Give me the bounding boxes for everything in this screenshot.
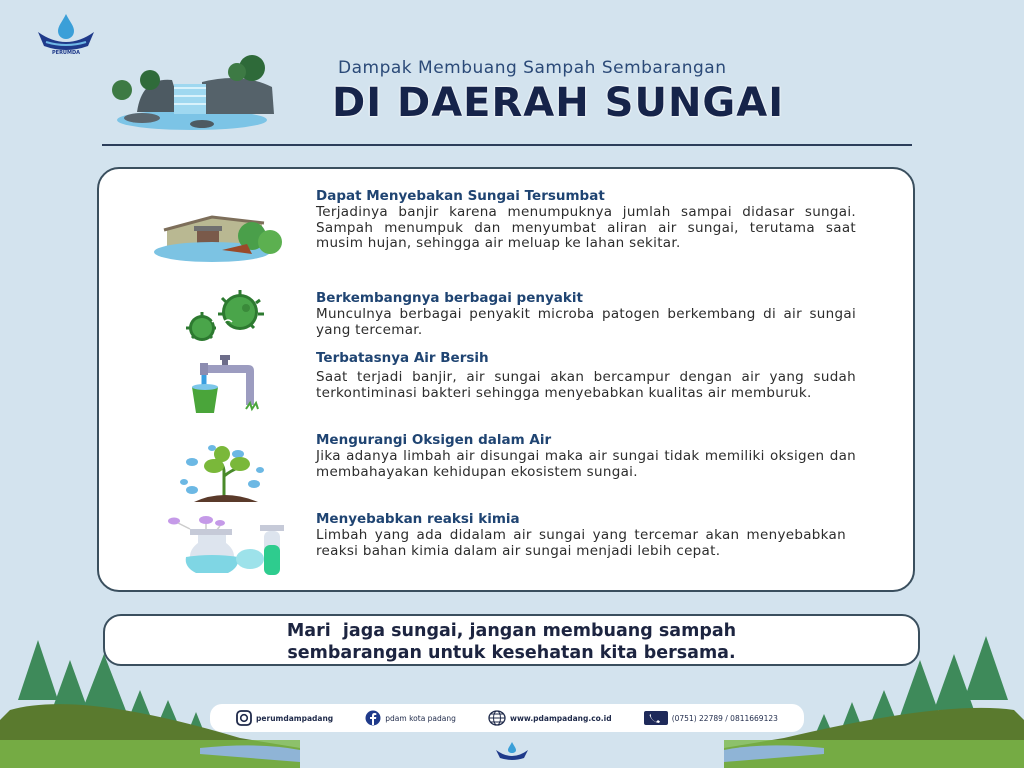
impact-item-title: Dapat Menyebakan Sungai Tersumbat [316, 188, 605, 204]
contact-bar [210, 704, 804, 732]
waterfall-illustration-icon [102, 52, 282, 134]
facebook-page: pdam kota padang [385, 713, 456, 723]
phone-icon [644, 711, 668, 725]
instagram-contact[interactable] [236, 710, 333, 726]
header-divider [102, 144, 912, 146]
humas-logo-icon [492, 740, 532, 764]
impact-item-oxygen [316, 432, 856, 480]
impact-item-title: Terbatasnya Air Bersih [316, 350, 489, 366]
impact-item-body: Terjadinya banjir karena menumpuknya jumlah sampai didasar sungai. Sampah menumpuk dan menyumbat aliran air sungai, terutama saat musim hujan, sehingga air meluap ke lahan sekitar. [316, 204, 856, 251]
impact-item-clogged-river [316, 188, 856, 252]
virus-icon [176, 290, 280, 344]
phone-contact[interactable] [644, 711, 778, 725]
impact-item-body: Saat terjadi banjir, air sungai akan bercampur dengan air yang sudah terkontiminasi bakteri sehingga menyebabkan kualitas air memburuk. [316, 369, 856, 401]
impact-item-diseases [316, 290, 856, 338]
globe-icon [488, 710, 506, 726]
impact-item-body: Jika adanya limbah air disungai maka air sungai tidak memiliki oksigen dan membahayakan kehidupan ekosistem sungai. [316, 448, 856, 480]
impact-item-body: Limbah yang ada didalam air sungai yang tercemar akan menyebabkan reaksi bahan kimia dalam air sungai menjadi lebih cepat. [316, 527, 846, 559]
impact-item-title: Menyebabkan reaksi kimia [316, 511, 520, 527]
website-contact[interactable] [488, 710, 612, 726]
pdam-logo-icon [36, 12, 96, 58]
impact-item-title: Berkembangnya berbagai penyakit [316, 290, 583, 306]
page-subtitle: Dampak Membuang Sampah Sembarangan [338, 58, 727, 78]
chemistry-flask-icon [168, 515, 286, 577]
impact-item-clean-water [316, 350, 856, 401]
facebook-icon [365, 710, 381, 726]
impact-item-body: Munculnya berbagai penyakit microba patogen berkembang di air sungai yang tercemar. [316, 306, 856, 338]
cta-line-1: Mari jaga sungai, jangan membuang sampah [286, 621, 737, 641]
plant-oxygen-icon [176, 440, 272, 506]
faucet-bucket-icon [182, 355, 264, 417]
flooded-house-icon [152, 214, 292, 266]
page-title: DI DAERAH SUNGAI [332, 80, 785, 126]
facebook-contact[interactable] [365, 710, 456, 726]
instagram-icon [236, 710, 252, 726]
website-url: www.pdampadang.co.id [510, 713, 612, 723]
call-to-action-box [103, 614, 920, 666]
impact-item-title: Mengurangi Oksigen dalam Air [316, 432, 552, 448]
instagram-handle: perumdampadang [256, 713, 334, 723]
svg-text:PERUMDA: PERUMDA [52, 50, 80, 56]
impact-item-chemical-reaction [316, 511, 846, 559]
phone-numbers: (0751) 22789 / 0811669123 [671, 713, 778, 723]
cta-line-2: sembarangan untuk kesehatan kita bersama. [287, 643, 736, 663]
